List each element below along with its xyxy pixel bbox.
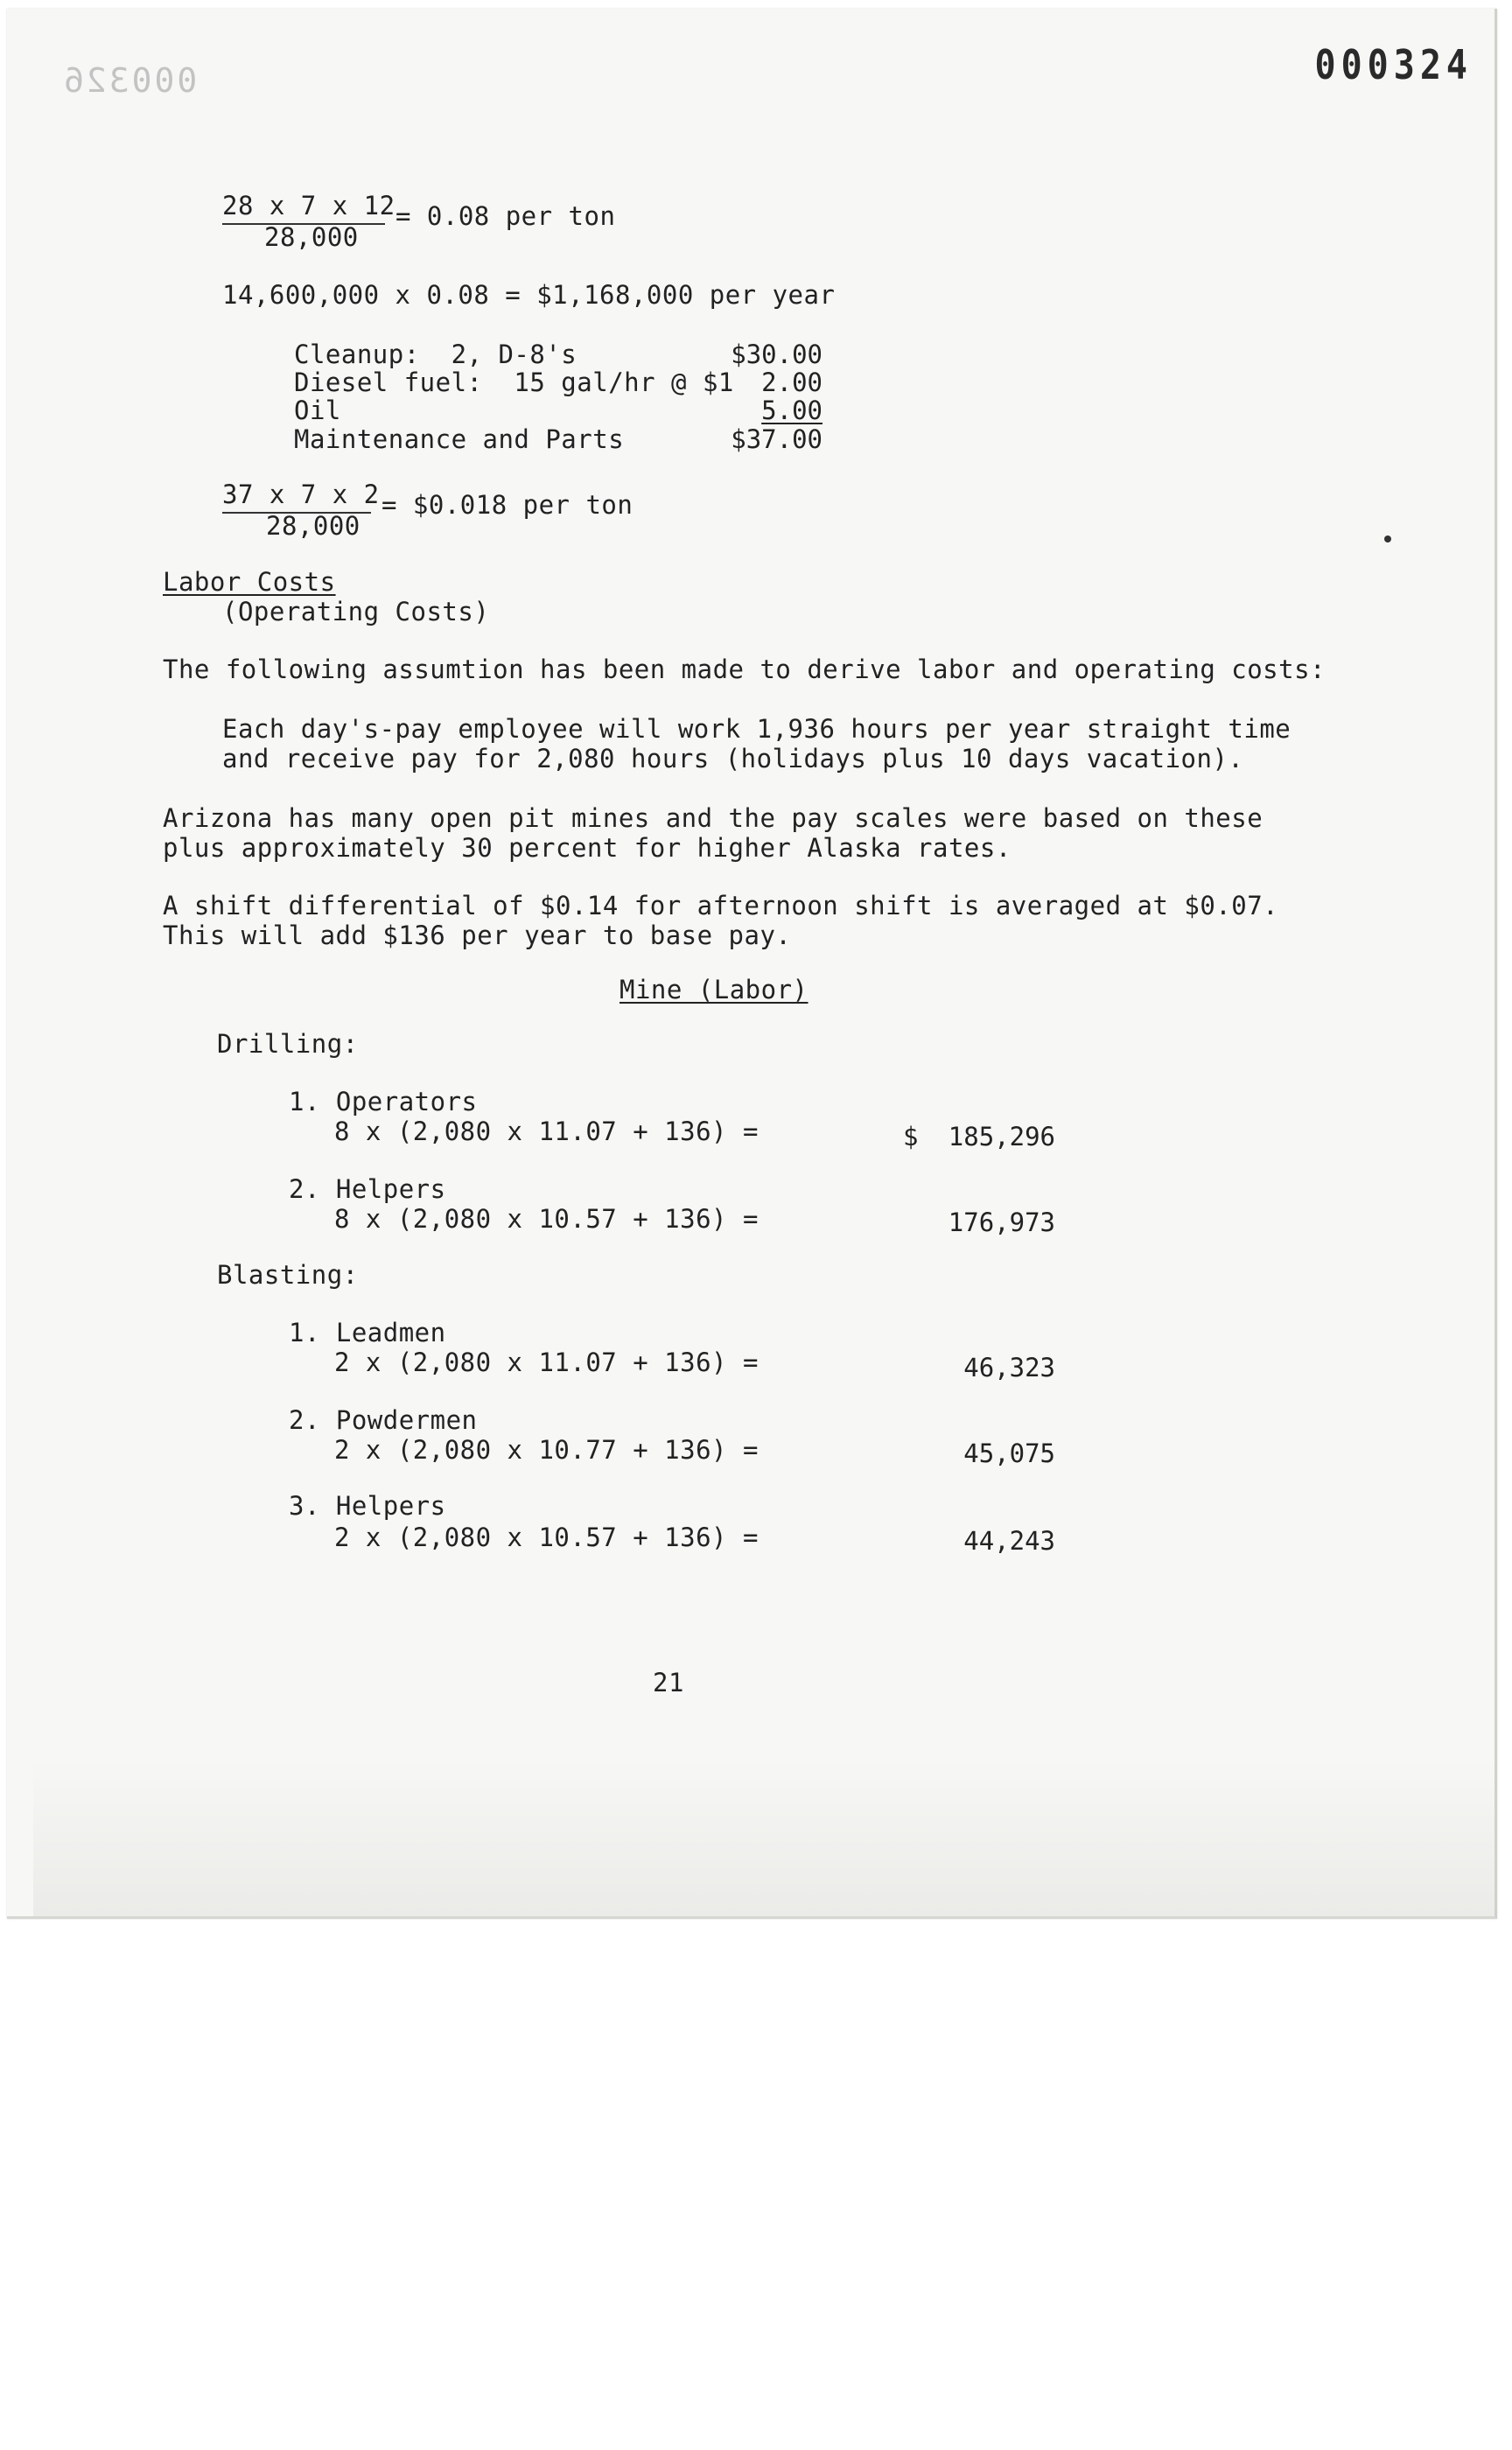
- annual-line: 14,600,000 x 0.08 = $1,168,000 per year: [222, 280, 836, 310]
- blasting-item-formula: 2 x (2,080 x 10.77 + 136) =: [334, 1435, 759, 1465]
- bleedthrough-number: 000326: [61, 61, 198, 100]
- scan-smudge: [33, 1759, 1494, 1916]
- drilling-item-label: 1. Operators: [289, 1087, 478, 1116]
- labor-heading: Labor Costs: [163, 567, 336, 597]
- fraction2-denominator: 28,000: [266, 511, 360, 541]
- cost-label: Cleanup: 2, D-8's: [294, 340, 578, 369]
- document-number: 000324: [1314, 42, 1473, 89]
- arizona-text: Arizona has many open pit mines and the pay scales were based on these: [163, 803, 1264, 833]
- assumption-intro: The following assumtion has been made to derive labor and operating costs:: [163, 654, 1326, 684]
- drilling-item-formula: 8 x (2,080 x 10.57 + 136) =: [334, 1204, 759, 1234]
- blasting-item-amount: 44,243: [963, 1526, 1055, 1556]
- stray-mark: [1384, 536, 1391, 542]
- drilling-item-amount: 176,973: [948, 1208, 1055, 1237]
- cost-label: Diesel fuel: 15 gal/hr @ $1: [294, 368, 734, 397]
- arizona-text: plus approximately 30 percent for higher Alaska rates.: [163, 833, 1012, 863]
- shift-text: A shift differential of $0.14 for afternoon shift is averaged at $0.07.: [163, 891, 1279, 920]
- assumption-text: and receive pay for 2,080 hours (holidays plus 10 days vacation).: [222, 744, 1244, 774]
- cost-label: Oil: [294, 396, 341, 425]
- currency-symbol: $: [903, 1122, 919, 1152]
- blasting-item-label: 2. Powdermen: [289, 1405, 478, 1435]
- fraction1-denominator: 28,000: [264, 222, 359, 252]
- shift-text: This will add $136 per year to base pay.: [163, 920, 792, 950]
- blasting-heading: Blasting:: [217, 1260, 359, 1290]
- mine-heading: Mine (Labor): [620, 975, 808, 1004]
- drilling-item-amount: 185,296: [948, 1122, 1055, 1152]
- page-number: 21: [653, 1668, 684, 1698]
- assumption-text: Each day's-pay employee will work 1,936 hours per year straight time: [222, 714, 1292, 744]
- blasting-item-label: 1. Leadmen: [289, 1318, 446, 1348]
- drilling-heading: Drilling:: [217, 1029, 359, 1059]
- fraction2-numerator: 37 x 7 x 2: [222, 480, 380, 509]
- fraction1-numerator: 28 x 7 x 12: [222, 191, 396, 220]
- cost-amount: $30.00: [731, 340, 822, 369]
- blasting-item-formula: 2 x (2,080 x 11.07 + 136) =: [334, 1348, 759, 1377]
- cost-total: $37.00: [731, 424, 822, 454]
- cost-amount: 5.00: [761, 396, 822, 425]
- blasting-item-formula: 2 x (2,080 x 10.57 + 136) =: [334, 1522, 759, 1552]
- drilling-item-formula: 8 x (2,080 x 11.07 + 136) =: [334, 1116, 759, 1146]
- labor-subheading: (Operating Costs): [222, 597, 490, 626]
- cost-amount: 2.00: [761, 368, 822, 397]
- blasting-item-amount: 45,075: [963, 1438, 1055, 1468]
- fraction1-result: = 0.08 per ton: [396, 201, 616, 231]
- blasting-item-amount: 46,323: [963, 1353, 1055, 1382]
- blasting-item-label: 3. Helpers: [289, 1491, 446, 1521]
- cost-label: Maintenance and Parts: [294, 424, 625, 454]
- drilling-item-label: 2. Helpers: [289, 1174, 446, 1204]
- fraction2-result: = $0.018 per ton: [382, 490, 634, 520]
